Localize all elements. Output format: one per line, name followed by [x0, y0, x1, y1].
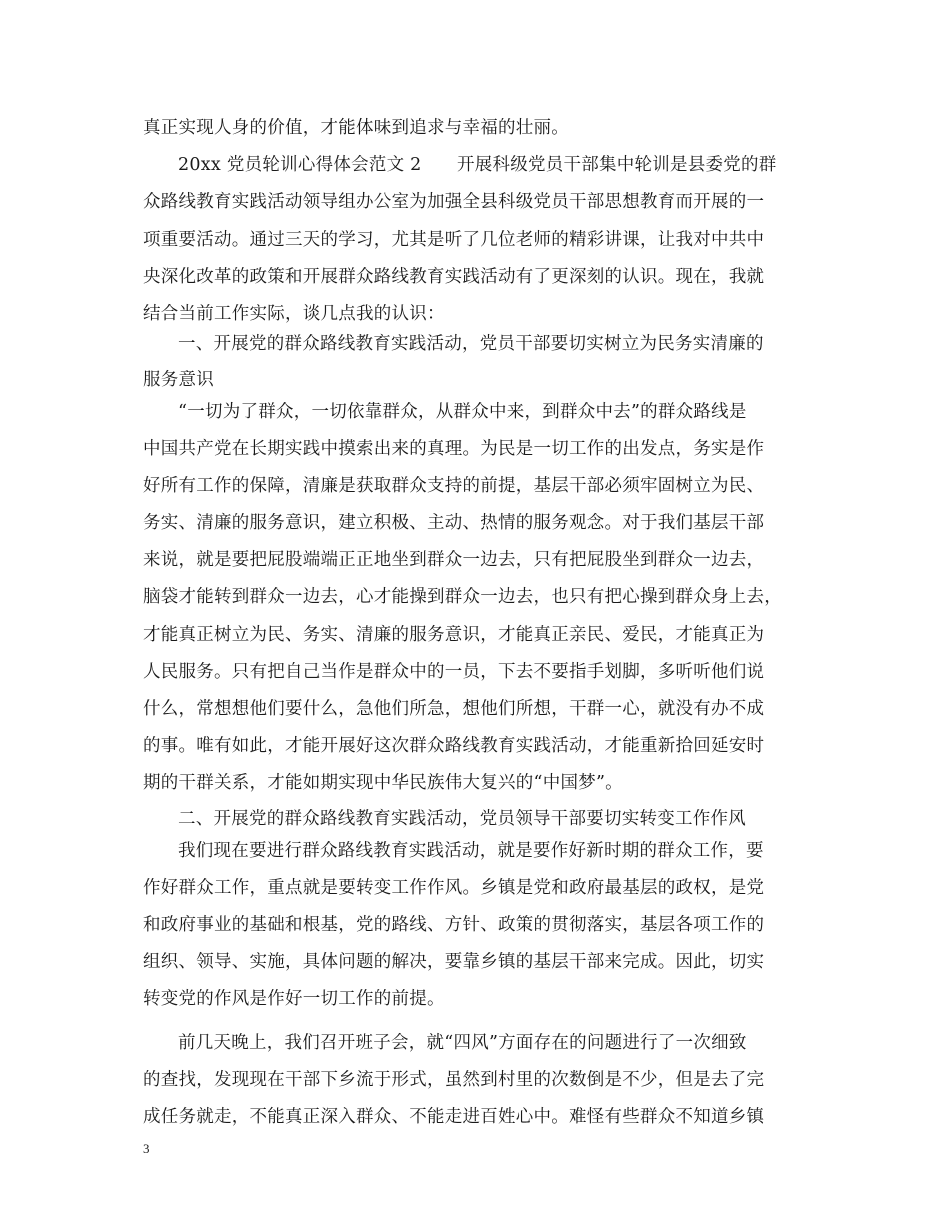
- text-line: 好所有工作的保障，清廉是获取群众支持的前提，基层干部必须牢固树立为民、: [143, 476, 765, 496]
- text-line: 众路线教育实践活动领导组办公室为加强全县科级党员干部思想教育而开展的一: [143, 192, 765, 212]
- text-line: 期的干群关系，才能如期实现中华民族伟大复兴的“中国梦”。: [143, 773, 623, 793]
- text-line: 前几天晚上，我们召开班子会，就“四风”方面存在的问题进行了一次细致: [178, 1033, 747, 1053]
- page-number: 3: [143, 1141, 150, 1156]
- text-line: 央深化改革的政策和开展群众路线教育实践活动有了更深刻的认识。现在，我就: [143, 267, 765, 287]
- text-line: 组织、领导、实施，具体问题的解决，要靠乡镇的基层干部来完成。因此，切实: [143, 952, 765, 972]
- text-line: 来说，就是要把屁股端端正正地坐到群众一边去，只有把屁股坐到群众一边去，: [143, 550, 765, 570]
- text-line: 项重要活动。通过三天的学习，尤其是听了几位老师的精彩讲课，让我对中共中: [143, 230, 765, 250]
- text-line: 转变党的作风是作好一切工作的前提。: [143, 989, 445, 1009]
- text-line: 二、开展党的群众路线教育实践活动，党员领导干部要切实转变工作作风: [178, 809, 746, 829]
- text-line: 什么，常想想他们要什么，急他们所急，想他们所想，干群一心，就没有办不成: [143, 699, 765, 719]
- text-line: 成任务就走，不能真正深入群众、不能走进百姓心中。难怪有些群众不知道乡镇: [143, 1107, 765, 1127]
- text-line: 20xx 党员轮训心得体会范文 2 开展科级党员干部集中轮训是县委党的群: [178, 155, 777, 175]
- text-line: 中国共产党在长期实践中摸索出来的真理。为民是一切工作的出发点，务实是作: [143, 439, 765, 459]
- text-line: 结合当前工作实际，谈几点我的认识：: [143, 304, 445, 324]
- text-line: 真正实现人身的价值，才能体味到追求与幸福的壮丽。: [143, 118, 569, 138]
- text-line: 和政府事业的基础和根基，党的路线、方针、政策的贯彻落实，基层各项工作的: [143, 915, 765, 935]
- text-line: 的查找，发现现在干部下乡流于形式，虽然到村里的次数倒是不少，但是去了完: [143, 1070, 765, 1090]
- text-line: 作好群众工作，重点就是要转变工作作风。乡镇是党和政府最基层的政权，是党: [143, 878, 765, 898]
- text-line: 服务意识: [143, 370, 214, 390]
- text-line: 才能真正树立为民、务实、清廉的服务意识，才能真正亲民、爱民，才能真正为: [143, 625, 765, 645]
- text-line: 的事。唯有如此，才能开展好这次群众路线教育实践活动，才能重新拾回延安时: [143, 736, 765, 756]
- text-line: “一切为了群众，一切依靠群众，从群众中来，到群众中去”的群众路线是: [178, 402, 747, 422]
- text-line: 务实、清廉的服务意识，建立积极、主动、热情的服务观念。对于我们基层干部: [143, 513, 765, 533]
- text-line: 人民服务。只有把自己当作是群众中的一员，下去不要指手划脚，多听听他们说: [143, 662, 765, 682]
- text-line: 我们现在要进行群众路线教育实践活动，就是要作好新时期的群众工作，要: [178, 841, 764, 861]
- text-line: 一、开展党的群众路线教育实践活动，党员干部要切实树立为民务实清廉的: [178, 334, 764, 354]
- text-line: 脑袋才能转到群众一边去，心才能操到群众一边去，也只有把心操到群众身上去，: [143, 587, 782, 607]
